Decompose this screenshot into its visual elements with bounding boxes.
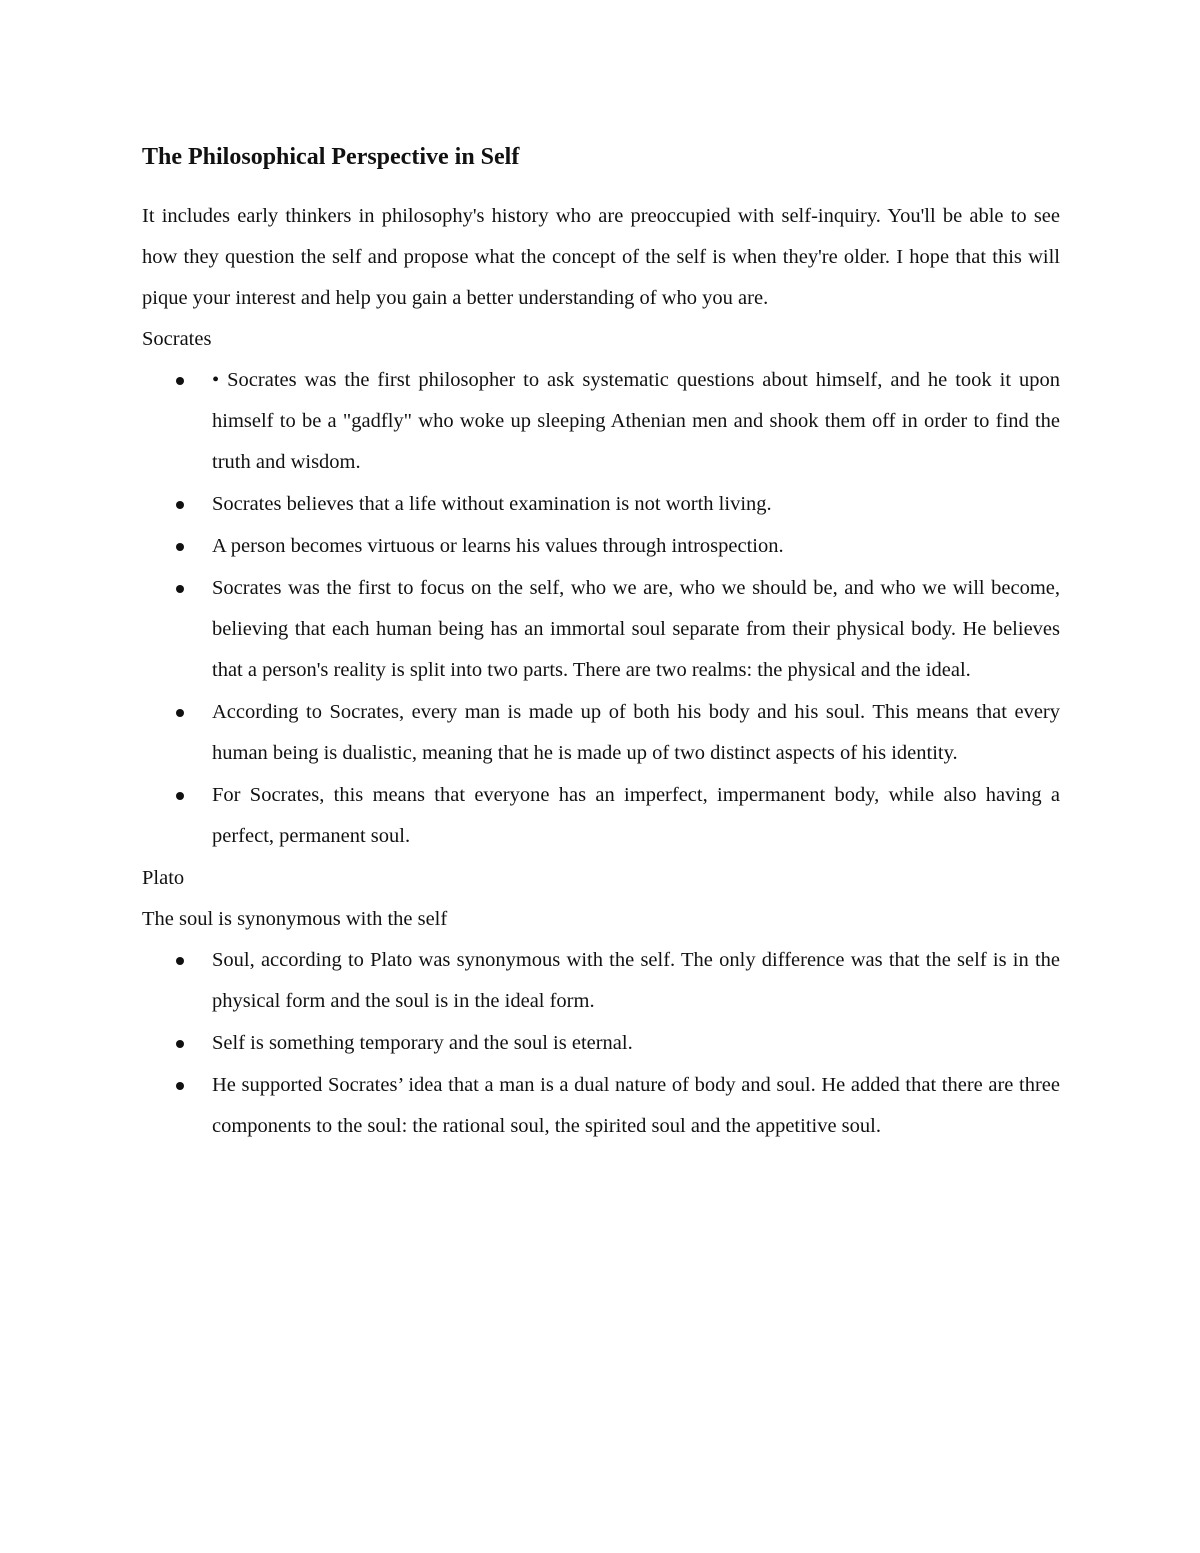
bullet-icon bbox=[176, 377, 184, 385]
list-item-text: Socrates was the first to focus on the self, who we are, who we should be, and who we will become, believing that each human being has an immortal soul separate from their physical body. He believes that a person's reality is split into two parts. There are two realms: the physical and the ideal. bbox=[212, 577, 1060, 681]
plato-bullet-list bbox=[142, 940, 1060, 1147]
bullet-icon bbox=[176, 585, 184, 593]
list-item-text: A person becomes virtuous or learns his values through introspection. bbox=[212, 535, 784, 557]
list-item bbox=[142, 940, 1060, 1022]
intro-paragraph: It includes early thinkers in philosophy's history who are preoccupied with self-inquiry. You'll be able to see how they question the self and propose what the concept of the self is when they're older. I hope that this will pique your interest and help you gain a better understanding of who you are. bbox=[142, 205, 1060, 309]
bullet-icon bbox=[176, 543, 184, 551]
list-item-text: According to Socrates, every man is made up of both his body and his soul. This means that every human being is dualistic, meaning that he is made up of two distinct aspects of his identity. bbox=[212, 701, 1060, 764]
list-item bbox=[142, 775, 1060, 857]
list-item bbox=[142, 526, 1060, 567]
socrates-bullet-list bbox=[142, 360, 1060, 857]
section-heading-plato: Plato bbox=[142, 867, 185, 889]
bullet-icon bbox=[176, 1040, 184, 1048]
list-item-text: • Socrates was the first philosopher to ask systematic questions about himself, and he took it upon himself to be a "gadfly" who woke up sleeping Athenian men and shook them off in order to find the truth and wisdom. bbox=[212, 369, 1060, 473]
bullet-icon bbox=[176, 709, 184, 717]
bullet-icon bbox=[176, 957, 184, 965]
section-heading-socrates: Socrates bbox=[142, 328, 212, 350]
list-item bbox=[142, 1023, 1060, 1064]
list-item-text: Soul, according to Plato was synonymous with the self. The only difference was that the self is in the physical form and the soul is in the ideal form. bbox=[212, 949, 1060, 1012]
page-title: The Philosophical Perspective in Self bbox=[142, 144, 520, 170]
bullet-icon bbox=[176, 501, 184, 509]
list-item bbox=[142, 1065, 1060, 1147]
document-page bbox=[142, 140, 1060, 1148]
list-item-text: Socrates believes that a life without examination is not worth living. bbox=[212, 493, 772, 515]
list-item-text: For Socrates, this means that everyone has an imperfect, impermanent body, while also having a perfect, permanent soul. bbox=[212, 784, 1060, 847]
list-item-text: Self is something temporary and the soul is eternal. bbox=[212, 1032, 633, 1054]
list-item-text: He supported Socrates’ idea that a man is a dual nature of body and soul. He added that there are three components to the soul: the rational soul, the spirited soul and the appetitive soul. bbox=[212, 1074, 1060, 1137]
list-item bbox=[142, 692, 1060, 774]
list-item bbox=[142, 568, 1060, 691]
list-item bbox=[142, 360, 1060, 483]
bullet-icon bbox=[176, 792, 184, 800]
list-item bbox=[142, 484, 1060, 525]
plato-subheading: The soul is synonymous with the self bbox=[142, 908, 448, 930]
bullet-icon bbox=[176, 1082, 184, 1090]
